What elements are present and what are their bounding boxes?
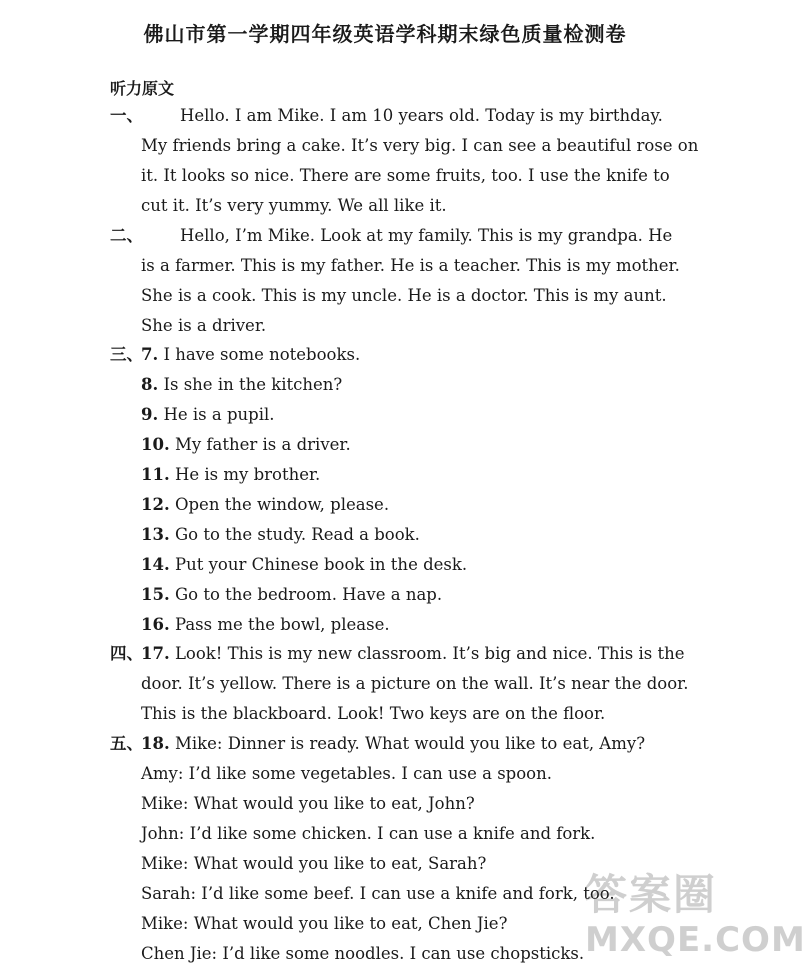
- dialogue-line: Sarah: I’d like some beef. I can use a knife and fork, too.: [141, 884, 615, 903]
- dialogue-line: John: I’d like some chicken. I can use a knife and fork.: [141, 824, 596, 843]
- passage-line: cut it. It’s very yummy. We all like it.: [141, 196, 447, 215]
- list-item: 7. I have some notebooks.: [141, 345, 361, 364]
- list-item: 11. He is my brother.: [141, 465, 321, 484]
- passage-line: door. It’s yellow. There is a picture on the wall. It’s near the door.: [141, 674, 689, 693]
- passage-line: Hello. I am Mike. I am 10 years old. Today is my birthday.: [180, 106, 663, 125]
- list-item: 9. He is a pupil.: [141, 405, 275, 424]
- page-title: 佛山市第一学期四年级英语学科期末绿色质量检测卷: [143, 22, 627, 46]
- watermark-text-en: MXQE.COM: [585, 920, 806, 960]
- watermark-text-cn: 答案圈: [585, 870, 718, 919]
- dialogue-line: Amy: I’d like some vegetables. I can use a spoon.: [141, 764, 552, 783]
- passage-line: 17. Look! This is my new classroom. It’s big and nice. This is the: [141, 644, 685, 663]
- dialogue-line: Mike: What would you like to eat, John?: [141, 794, 475, 813]
- section-marker-5: 五、: [110, 734, 143, 753]
- section-subtitle: 听力原文: [110, 79, 175, 98]
- passage-line: it. It looks so nice. There are some fruits, too. I use the knife to: [141, 166, 670, 185]
- list-item: 16. Pass me the bowl, please.: [141, 615, 390, 634]
- list-item: 15. Go to the bedroom. Have a nap.: [141, 585, 443, 604]
- watermark-logo: [585, 862, 806, 967]
- dialogue-line: Mike: What would you like to eat, Sarah?: [141, 854, 487, 873]
- passage-line: Hello, I’m Mike. Look at my family. This is my grandpa. He: [180, 226, 673, 245]
- passage-line: She is a cook. This is my uncle. He is a doctor. This is my aunt.: [141, 286, 667, 305]
- passage-line: This is the blackboard. Look! Two keys are on the floor.: [141, 704, 606, 723]
- list-item: 12. Open the window, please.: [141, 495, 390, 514]
- passage-line: She is a driver.: [141, 316, 267, 335]
- list-item: 10. My father is a driver.: [141, 435, 351, 454]
- list-item: 14. Put your Chinese book in the desk.: [141, 555, 468, 574]
- section-marker-2: 二、: [110, 226, 143, 245]
- passage-line: is a farmer. This is my father. He is a teacher. This is my mother.: [141, 256, 680, 275]
- section-marker-1: 一、: [110, 106, 143, 125]
- dialogue-line: Chen Jie: I’d like some noodles. I can use chopsticks.: [141, 944, 585, 963]
- passage-line: My friends bring a cake. It’s very big. I can see a beautiful rose on: [141, 136, 699, 155]
- list-item: 13. Go to the study. Read a book.: [141, 525, 420, 544]
- dialogue-line: 18. Mike: Dinner is ready. What would you like to eat, Amy?: [141, 734, 646, 753]
- section-marker-3: 三、: [110, 345, 143, 364]
- list-item: 8. Is she in the kitchen?: [141, 375, 343, 394]
- section-marker-4: 四、: [110, 644, 143, 663]
- dialogue-line: Mike: What would you like to eat, Chen Jie?: [141, 914, 508, 933]
